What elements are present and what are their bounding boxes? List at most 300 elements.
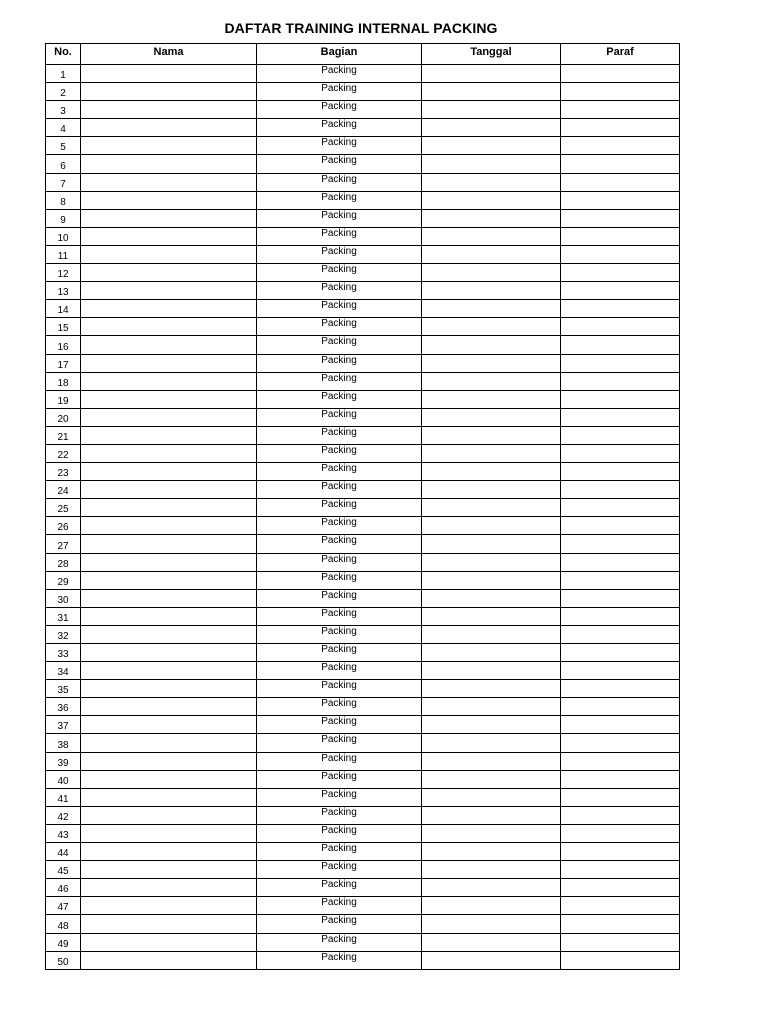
- row-number-cell: 1: [46, 65, 81, 83]
- signature-cell: [561, 770, 680, 788]
- date-cell: [422, 282, 561, 300]
- signature-cell: [561, 607, 680, 625]
- table-row: [46, 644, 680, 662]
- row-number-cell: 20: [46, 408, 81, 426]
- table-row: [46, 933, 680, 951]
- row-number-cell: 33: [46, 644, 81, 662]
- row-number-cell: 42: [46, 806, 81, 824]
- row-number-cell: 12: [46, 264, 81, 282]
- table-row: [46, 879, 680, 897]
- table-row: [46, 824, 680, 842]
- name-cell: [81, 553, 257, 571]
- signature-cell: [561, 119, 680, 137]
- department-cell: Packing: [257, 698, 422, 716]
- table-row: [46, 589, 680, 607]
- column-header-bagian: Bagian: [257, 44, 422, 65]
- department-cell: Packing: [257, 644, 422, 662]
- signature-cell: [561, 173, 680, 191]
- date-cell: [422, 734, 561, 752]
- name-cell: [81, 119, 257, 137]
- table-row: [46, 227, 680, 245]
- row-number-cell: 14: [46, 300, 81, 318]
- signature-cell: [561, 589, 680, 607]
- name-cell: [81, 300, 257, 318]
- department-cell: Packing: [257, 408, 422, 426]
- name-cell: [81, 698, 257, 716]
- department-cell: Packing: [257, 861, 422, 879]
- row-number-cell: 17: [46, 354, 81, 372]
- department-cell: Packing: [257, 227, 422, 245]
- signature-cell: [561, 318, 680, 336]
- name-cell: [81, 191, 257, 209]
- date-cell: [422, 644, 561, 662]
- name-cell: [81, 65, 257, 83]
- signature-cell: [561, 354, 680, 372]
- signature-cell: [561, 101, 680, 119]
- name-cell: [81, 535, 257, 553]
- name-cell: [81, 155, 257, 173]
- row-number-cell: 46: [46, 879, 81, 897]
- name-cell: [81, 282, 257, 300]
- department-cell: Packing: [257, 499, 422, 517]
- table-row: [46, 119, 680, 137]
- table-row: [46, 680, 680, 698]
- page-title: DAFTAR TRAINING INTERNAL PACKING: [224, 20, 498, 36]
- date-cell: [422, 824, 561, 842]
- row-number-cell: 7: [46, 173, 81, 191]
- date-cell: [422, 481, 561, 499]
- department-cell: Packing: [257, 589, 422, 607]
- name-cell: [81, 879, 257, 897]
- department-cell: Packing: [257, 354, 422, 372]
- name-cell: [81, 354, 257, 372]
- signature-cell: [561, 553, 680, 571]
- row-number-cell: 3: [46, 101, 81, 119]
- table-row: [46, 861, 680, 879]
- signature-cell: [561, 408, 680, 426]
- row-number-cell: 11: [46, 245, 81, 263]
- table-row: [46, 698, 680, 716]
- department-cell: Packing: [257, 264, 422, 282]
- table-row: [46, 101, 680, 119]
- date-cell: [422, 752, 561, 770]
- table-row: [46, 65, 680, 83]
- name-cell: [81, 499, 257, 517]
- date-cell: [422, 119, 561, 137]
- date-cell: [422, 390, 561, 408]
- date-cell: [422, 879, 561, 897]
- name-cell: [81, 861, 257, 879]
- table-row: [46, 264, 680, 282]
- table-row: [46, 625, 680, 643]
- date-cell: [422, 589, 561, 607]
- department-cell: Packing: [257, 662, 422, 680]
- table-row: [46, 571, 680, 589]
- department-cell: Packing: [257, 535, 422, 553]
- row-number-cell: 38: [46, 734, 81, 752]
- date-cell: [422, 137, 561, 155]
- name-cell: [81, 716, 257, 734]
- department-cell: Packing: [257, 770, 422, 788]
- name-cell: [81, 83, 257, 101]
- department-cell: Packing: [257, 824, 422, 842]
- name-cell: [81, 173, 257, 191]
- signature-cell: [561, 680, 680, 698]
- table-row: [46, 372, 680, 390]
- row-number-cell: 49: [46, 933, 81, 951]
- department-cell: Packing: [257, 788, 422, 806]
- signature-cell: [561, 390, 680, 408]
- row-number-cell: 13: [46, 282, 81, 300]
- name-cell: [81, 752, 257, 770]
- signature-cell: [561, 209, 680, 227]
- name-cell: [81, 788, 257, 806]
- row-number-cell: 16: [46, 336, 81, 354]
- date-cell: [422, 191, 561, 209]
- department-cell: Packing: [257, 282, 422, 300]
- date-cell: [422, 463, 561, 481]
- table-row: [46, 897, 680, 915]
- name-cell: [81, 824, 257, 842]
- name-cell: [81, 481, 257, 499]
- name-cell: [81, 101, 257, 119]
- table-row: [46, 915, 680, 933]
- table-row: [46, 607, 680, 625]
- row-number-cell: 29: [46, 571, 81, 589]
- row-number-cell: 10: [46, 227, 81, 245]
- table-row: [46, 354, 680, 372]
- table-row: [46, 426, 680, 444]
- date-cell: [422, 861, 561, 879]
- row-number-cell: 18: [46, 372, 81, 390]
- signature-cell: [561, 806, 680, 824]
- header-row: [46, 44, 680, 65]
- table-row: [46, 481, 680, 499]
- name-cell: [81, 227, 257, 245]
- row-number-cell: 22: [46, 444, 81, 462]
- department-cell: Packing: [257, 716, 422, 734]
- row-number-cell: 21: [46, 426, 81, 444]
- department-cell: Packing: [257, 607, 422, 625]
- name-cell: [81, 517, 257, 535]
- department-cell: Packing: [257, 137, 422, 155]
- column-header-tanggal: Tanggal: [422, 44, 561, 65]
- signature-cell: [561, 897, 680, 915]
- department-cell: Packing: [257, 155, 422, 173]
- row-number-cell: 45: [46, 861, 81, 879]
- signature-cell: [561, 463, 680, 481]
- table-row: [46, 499, 680, 517]
- row-number-cell: 48: [46, 915, 81, 933]
- signature-cell: [561, 662, 680, 680]
- column-header-no: No.: [46, 44, 81, 65]
- date-cell: [422, 933, 561, 951]
- date-cell: [422, 625, 561, 643]
- table-row: [46, 752, 680, 770]
- name-cell: [81, 245, 257, 263]
- department-cell: Packing: [257, 426, 422, 444]
- date-cell: [422, 336, 561, 354]
- name-cell: [81, 915, 257, 933]
- department-cell: Packing: [257, 933, 422, 951]
- table-row: [46, 83, 680, 101]
- signature-cell: [561, 65, 680, 83]
- row-number-cell: 8: [46, 191, 81, 209]
- signature-cell: [561, 788, 680, 806]
- date-cell: [422, 607, 561, 625]
- signature-cell: [561, 336, 680, 354]
- department-cell: Packing: [257, 245, 422, 263]
- date-cell: [422, 698, 561, 716]
- department-cell: Packing: [257, 553, 422, 571]
- name-cell: [81, 662, 257, 680]
- name-cell: [81, 463, 257, 481]
- table-row: [46, 137, 680, 155]
- table-row: [46, 662, 680, 680]
- row-number-cell: 25: [46, 499, 81, 517]
- signature-cell: [561, 83, 680, 101]
- date-cell: [422, 535, 561, 553]
- row-number-cell: 35: [46, 680, 81, 698]
- date-cell: [422, 915, 561, 933]
- table-row: [46, 734, 680, 752]
- table-row: [46, 282, 680, 300]
- signature-cell: [561, 625, 680, 643]
- date-cell: [422, 806, 561, 824]
- department-cell: Packing: [257, 481, 422, 499]
- training-attendance-table: [45, 43, 680, 970]
- name-cell: [81, 408, 257, 426]
- date-cell: [422, 245, 561, 263]
- department-cell: Packing: [257, 734, 422, 752]
- name-cell: [81, 770, 257, 788]
- row-number-cell: 9: [46, 209, 81, 227]
- department-cell: Packing: [257, 83, 422, 101]
- department-cell: Packing: [257, 625, 422, 643]
- date-cell: [422, 372, 561, 390]
- row-number-cell: 15: [46, 318, 81, 336]
- row-number-cell: 28: [46, 553, 81, 571]
- date-cell: [422, 843, 561, 861]
- date-cell: [422, 788, 561, 806]
- row-number-cell: 50: [46, 951, 81, 969]
- table-row: [46, 336, 680, 354]
- date-cell: [422, 65, 561, 83]
- name-cell: [81, 625, 257, 643]
- table-row: [46, 517, 680, 535]
- row-number-cell: 44: [46, 843, 81, 861]
- signature-cell: [561, 644, 680, 662]
- row-number-cell: 2: [46, 83, 81, 101]
- table-row: [46, 843, 680, 861]
- signature-cell: [561, 137, 680, 155]
- table-row: [46, 245, 680, 263]
- row-number-cell: 40: [46, 770, 81, 788]
- signature-cell: [561, 300, 680, 318]
- date-cell: [422, 408, 561, 426]
- name-cell: [81, 426, 257, 444]
- department-cell: Packing: [257, 806, 422, 824]
- table-header: [46, 44, 680, 65]
- signature-cell: [561, 499, 680, 517]
- date-cell: [422, 499, 561, 517]
- row-number-cell: 23: [46, 463, 81, 481]
- table-row: [46, 806, 680, 824]
- signature-cell: [561, 824, 680, 842]
- signature-cell: [561, 951, 680, 969]
- department-cell: Packing: [257, 173, 422, 191]
- date-cell: [422, 680, 561, 698]
- name-cell: [81, 390, 257, 408]
- department-cell: Packing: [257, 65, 422, 83]
- row-number-cell: 6: [46, 155, 81, 173]
- signature-cell: [561, 734, 680, 752]
- date-cell: [422, 264, 561, 282]
- row-number-cell: 19: [46, 390, 81, 408]
- name-cell: [81, 933, 257, 951]
- department-cell: Packing: [257, 752, 422, 770]
- date-cell: [422, 227, 561, 245]
- name-cell: [81, 897, 257, 915]
- name-cell: [81, 336, 257, 354]
- column-header-paraf: Paraf: [561, 44, 680, 65]
- row-number-cell: 32: [46, 625, 81, 643]
- department-cell: Packing: [257, 209, 422, 227]
- date-cell: [422, 354, 561, 372]
- department-cell: Packing: [257, 517, 422, 535]
- row-number-cell: 39: [46, 752, 81, 770]
- table-row: [46, 716, 680, 734]
- department-cell: Packing: [257, 951, 422, 969]
- table-row: [46, 463, 680, 481]
- date-cell: [422, 662, 561, 680]
- department-cell: Packing: [257, 680, 422, 698]
- date-cell: [422, 426, 561, 444]
- table-row: [46, 951, 680, 969]
- table-row: [46, 155, 680, 173]
- signature-cell: [561, 155, 680, 173]
- signature-cell: [561, 245, 680, 263]
- signature-cell: [561, 227, 680, 245]
- department-cell: Packing: [257, 571, 422, 589]
- department-cell: Packing: [257, 390, 422, 408]
- name-cell: [81, 644, 257, 662]
- name-cell: [81, 843, 257, 861]
- department-cell: Packing: [257, 101, 422, 119]
- table-row: [46, 209, 680, 227]
- signature-cell: [561, 716, 680, 734]
- signature-cell: [561, 444, 680, 462]
- name-cell: [81, 571, 257, 589]
- signature-cell: [561, 861, 680, 879]
- signature-cell: [561, 481, 680, 499]
- table-row: [46, 390, 680, 408]
- department-cell: Packing: [257, 300, 422, 318]
- date-cell: [422, 209, 561, 227]
- row-number-cell: 5: [46, 137, 81, 155]
- row-number-cell: 27: [46, 535, 81, 553]
- table-row: [46, 553, 680, 571]
- table-row: [46, 770, 680, 788]
- table-row: [46, 788, 680, 806]
- department-cell: Packing: [257, 879, 422, 897]
- date-cell: [422, 101, 561, 119]
- date-cell: [422, 444, 561, 462]
- column-header-nama: Nama: [81, 44, 257, 65]
- name-cell: [81, 318, 257, 336]
- name-cell: [81, 264, 257, 282]
- signature-cell: [561, 191, 680, 209]
- department-cell: Packing: [257, 915, 422, 933]
- name-cell: [81, 372, 257, 390]
- department-cell: Packing: [257, 843, 422, 861]
- date-cell: [422, 897, 561, 915]
- department-cell: Packing: [257, 897, 422, 915]
- table-row: [46, 191, 680, 209]
- signature-cell: [561, 933, 680, 951]
- signature-cell: [561, 517, 680, 535]
- date-cell: [422, 716, 561, 734]
- name-cell: [81, 680, 257, 698]
- date-cell: [422, 553, 561, 571]
- row-number-cell: 34: [46, 662, 81, 680]
- name-cell: [81, 734, 257, 752]
- name-cell: [81, 209, 257, 227]
- date-cell: [422, 300, 561, 318]
- department-cell: Packing: [257, 191, 422, 209]
- name-cell: [81, 444, 257, 462]
- department-cell: Packing: [257, 119, 422, 137]
- row-number-cell: 36: [46, 698, 81, 716]
- name-cell: [81, 607, 257, 625]
- name-cell: [81, 137, 257, 155]
- table-body: [46, 65, 680, 970]
- row-number-cell: 30: [46, 589, 81, 607]
- table-row: [46, 535, 680, 553]
- signature-cell: [561, 264, 680, 282]
- department-cell: Packing: [257, 318, 422, 336]
- table-row: [46, 408, 680, 426]
- signature-cell: [561, 571, 680, 589]
- date-cell: [422, 173, 561, 191]
- table-row: [46, 300, 680, 318]
- table-row: [46, 173, 680, 191]
- signature-cell: [561, 915, 680, 933]
- row-number-cell: 43: [46, 824, 81, 842]
- row-number-cell: 24: [46, 481, 81, 499]
- signature-cell: [561, 372, 680, 390]
- date-cell: [422, 155, 561, 173]
- date-cell: [422, 83, 561, 101]
- date-cell: [422, 318, 561, 336]
- department-cell: Packing: [257, 372, 422, 390]
- row-number-cell: 31: [46, 607, 81, 625]
- row-number-cell: 4: [46, 119, 81, 137]
- signature-cell: [561, 282, 680, 300]
- date-cell: [422, 951, 561, 969]
- signature-cell: [561, 535, 680, 553]
- signature-cell: [561, 752, 680, 770]
- name-cell: [81, 951, 257, 969]
- date-cell: [422, 770, 561, 788]
- table-row: [46, 444, 680, 462]
- row-number-cell: 26: [46, 517, 81, 535]
- signature-cell: [561, 698, 680, 716]
- department-cell: Packing: [257, 463, 422, 481]
- signature-cell: [561, 426, 680, 444]
- name-cell: [81, 806, 257, 824]
- date-cell: [422, 517, 561, 535]
